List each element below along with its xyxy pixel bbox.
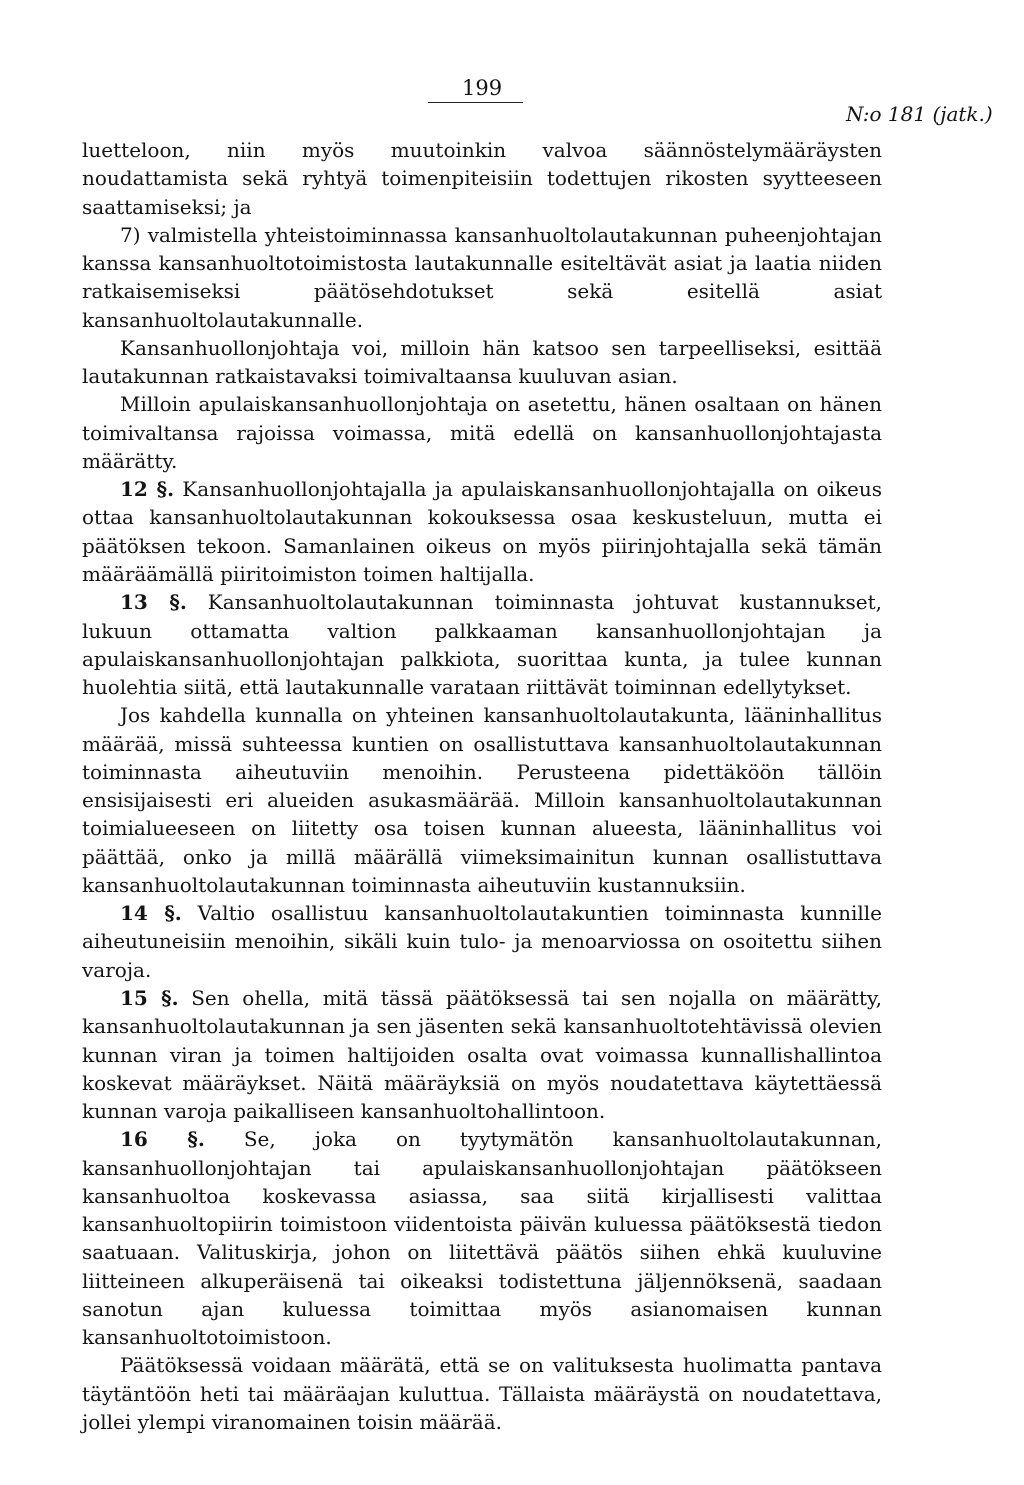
paragraph-item-7 — [82, 221, 882, 334]
paragraph-text: Kansanhuollonjohtajalla ja apulaiskansanhuollonjohtajalla on oikeus ottaa kansanhuoltolautakunnan kokouksessa osaa keskusteluun, mutta ei päätöksen tekoon. Samanlainen oikeus on myös piirinjohtajalla sekä tämän määräämällä piiritoimiston toimen haltijalla. — [82, 477, 883, 586]
section-16 — [82, 1125, 882, 1351]
section-number: 14 §. — [120, 901, 182, 926]
paragraph-text: 7) valmistella yhteistoiminnassa kansanhuoltolautakunnan puheenjohtajan kanssa kansanhuoltotoimistosta lautakunnalle esiteltävät asiat ja laatia niiden ratkaisemiseksi päätösehdotukset sekä esitellä asiat kansanhuoltolautakunnalle. — [82, 222, 882, 332]
paragraph-text: Valtio osallistuu kansanhuoltolautakuntien toiminnasta kunnille aiheutuneisiin menoihin, sikäli kuin tulo- ja menoarviossa on osoitettu siihen varoja. — [82, 901, 883, 982]
paragraph-text: Jos kahdella kunnalla on yhteinen kansanhuoltolautakunta, lääninhallitus määrää, missä suhteessa kuntien on osallistuttava kansanhuoltolautakunnan toiminnasta aiheutuviin menoihin. Perusteena pidettäköön tällöin ensisijaisesti eri alueiden asukasmäärää. Milloin kansanhuoltolautakunnan toimialueeseen on liitetty osa toisen kunnan alueesta, lääninhallitus voi päättää, onko ja millä määrällä viimeksimainitun kunnan osallistuttava kansanhuoltolautakunnan toiminnasta aiheutuviin kustannuksiin. — [82, 703, 882, 897]
paragraph-text: Milloin apulaiskansanhuollonjohtaja on asetettu, hänen osaltaan on hänen toimivaltansa rajoissa voimassa, mitä edellä on kansanhuollonjohtajasta määrätty. — [82, 392, 882, 473]
section-number: 15 §. — [120, 985, 179, 1010]
body-text — [82, 136, 882, 1436]
decree-reference: N:o 181 (jatk.) — [846, 102, 993, 126]
paragraph-text: Päätöksessä voidaan määrätä, että se on valituksesta huolimatta pantava täytäntöön heti tai määräajan kuluttua. Tällaista määräystä on noudatettava, jollei ylempi viranomainen toisin määrää. — [82, 1353, 882, 1434]
section-13 — [82, 588, 882, 701]
paragraph-text: Kansanhuoltolautakunnan toiminnasta johtuvat kustannukset, lukuun ottamatta valtion palkkaaman kansanhuollonjohtajan ja apulaiskansanhuollonjohtajan palkkiota, suorittaa kunta, ja tulee kunnan huolehtia siitä, että lautakunnalle varataan riittävät toiminnan edellytykset. — [82, 590, 883, 700]
header-rule — [428, 102, 523, 103]
paragraph-text: Se, joka on tyytymätön kansanhuoltolautakunnan, kansanhuollonjohtajan tai apulaiskansanhuollonjohtajan päätökseen kansanhuoltoa koskevassa asiassa, saa siitä kirjallisesti valittaa kansanhuoltopiirin toimistoon viidentoista päivän kuluessa päätöksestä tiedon saatuaan. Valituskirja, johon on liitettävä päätös siihen ehkä kuuluvine liitteineen alkuperäisenä tai oikeaksi todistettuna jäljennöksenä, saadaan sanotun ajan kuluessa toimittaa myös asianomaisen kunnan kansanhuoltotoimistoon. — [82, 1127, 883, 1350]
section-number: 12 §. — [120, 477, 175, 502]
section-number: 13 §. — [120, 590, 187, 615]
paragraph-text: luetteloon, niin myös muutoinkin valvoa säännöstelymääräysten noudattamista sekä ryhtyä toimenpiteisiin todettujen rikosten syytteeseen saattamiseksi; ja — [82, 138, 882, 219]
section-15 — [82, 984, 882, 1125]
page-number: 199 — [462, 76, 503, 100]
section-12 — [82, 475, 882, 588]
paragraph-continuation — [82, 136, 882, 221]
section-14 — [82, 899, 882, 984]
paragraph — [82, 1351, 882, 1436]
paragraph — [82, 334, 882, 391]
paragraph — [82, 701, 882, 899]
paragraph — [82, 390, 882, 475]
paragraph-text: Kansanhuollonjohtaja voi, milloin hän katsoo sen tarpeelliseksi, esittää lautakunnan ratkaistavaksi toimivaltaansa kuuluvan asian. — [82, 335, 882, 389]
paragraph-text: Sen ohella, mitä tässä päätöksessä tai sen nojalla on määrätty, kansanhuoltolautakunnan ja sen jäsenten sekä kansanhuoltotehtävissä olevien kunnan viran ja toimen haltijoiden osalta ovat voimassa kunnallishallintoa koskevat määräykset. Näitä määräyksiä on myös noudatettava käytettäessä kunnan varoja paikalliseen kansanhuoltohallintoon. — [82, 985, 882, 1124]
section-number: 16 §. — [120, 1127, 205, 1152]
